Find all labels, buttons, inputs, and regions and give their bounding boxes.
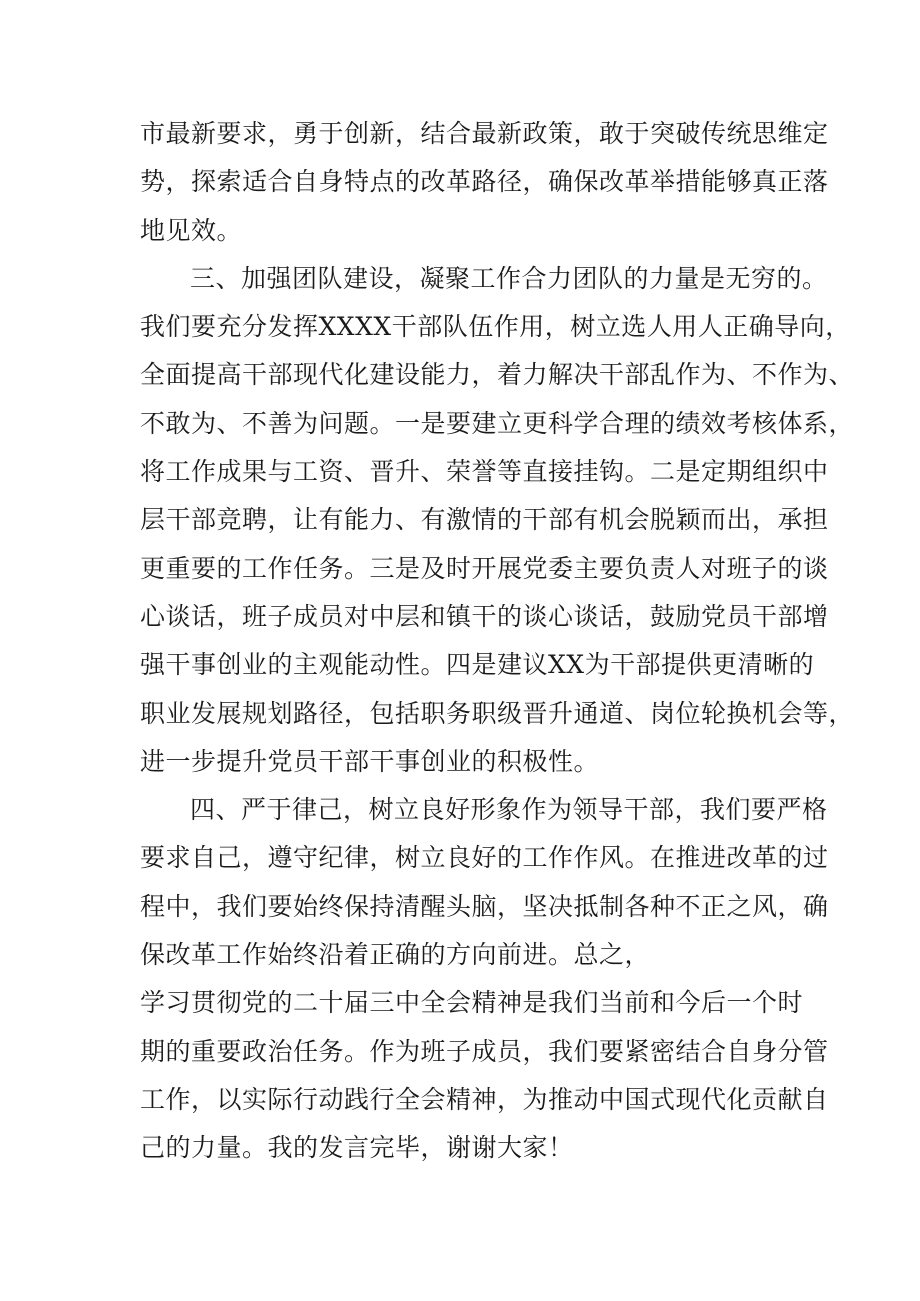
- text-line: 不敢为、不善为问题。一是要建立更科学合理的绩效考核体系，: [140, 408, 855, 438]
- text-line: 地见效。: [140, 215, 243, 245]
- text-line: 四、严于律己，树立良好形象作为领导干部，我们要严格: [190, 795, 828, 825]
- text-line: 全面提高干部现代化建设能力，着力解决干部乱作为、不作为、: [140, 360, 855, 390]
- text-line: 市最新要求，勇于创新，结合最新政策，敢于突破传统思维定: [140, 119, 829, 148]
- text-line: 职业发展规划路径，包括职务职级晋升通道、岗位轮换机会等，: [140, 698, 855, 728]
- text-line: 己的力量。我的发言完毕，谢谢大家！: [140, 1133, 574, 1163]
- text-line: 将工作成果与工资、晋升、荣誉等直接挂钩。二是定期组织中: [140, 457, 829, 487]
- text-line: 工作，以实际行动践行全会精神，为推动中国式现代化贡献自: [140, 1084, 829, 1114]
- text-line: 学习贯彻党的二十届三中全会精神是我们当前和今后一个时: [140, 988, 804, 1018]
- text-line: 进一步提升党员干部干事创业的积极性。: [140, 746, 600, 776]
- text-line: 强干事创业的主观能动性。四是建议XX为干部提供更清晰的: [140, 650, 815, 680]
- document-body: [140, 110, 855, 1173]
- text-line: 我们要充分发挥XXXX干部队伍作用，树立选人用人正确导向，: [140, 312, 851, 342]
- text-line: 保改革工作始终沿着正确的方向前进。总之，: [140, 940, 651, 970]
- text-line: 层干部竞聘，让有能力、有激情的干部有机会脱颖而出，承担: [140, 505, 829, 535]
- text-line: 要求自己，遵守纪律，树立良好的工作作风。在推进改革的过: [140, 843, 829, 873]
- text-line: 更重要的工作任务。三是及时开展党委主要负责人对班子的谈: [140, 553, 829, 583]
- text-line: 程中，我们要始终保持清醒头脑，坚决抵制各种不正之风，确: [140, 891, 829, 921]
- text-line: 势，探索适合自身特点的改革路径，确保改革举措能够真正落: [140, 167, 829, 197]
- text-line: 期的重要政治任务。作为班子成员，我们要紧密结合自身分管: [140, 1036, 829, 1066]
- text-line: 三、加强团队建设，凝聚工作合力团队的力量是无穷的。: [190, 263, 828, 293]
- text-line: 心谈话，班子成员对中层和镇干的谈心谈话，鼓励党员干部增: [140, 601, 829, 631]
